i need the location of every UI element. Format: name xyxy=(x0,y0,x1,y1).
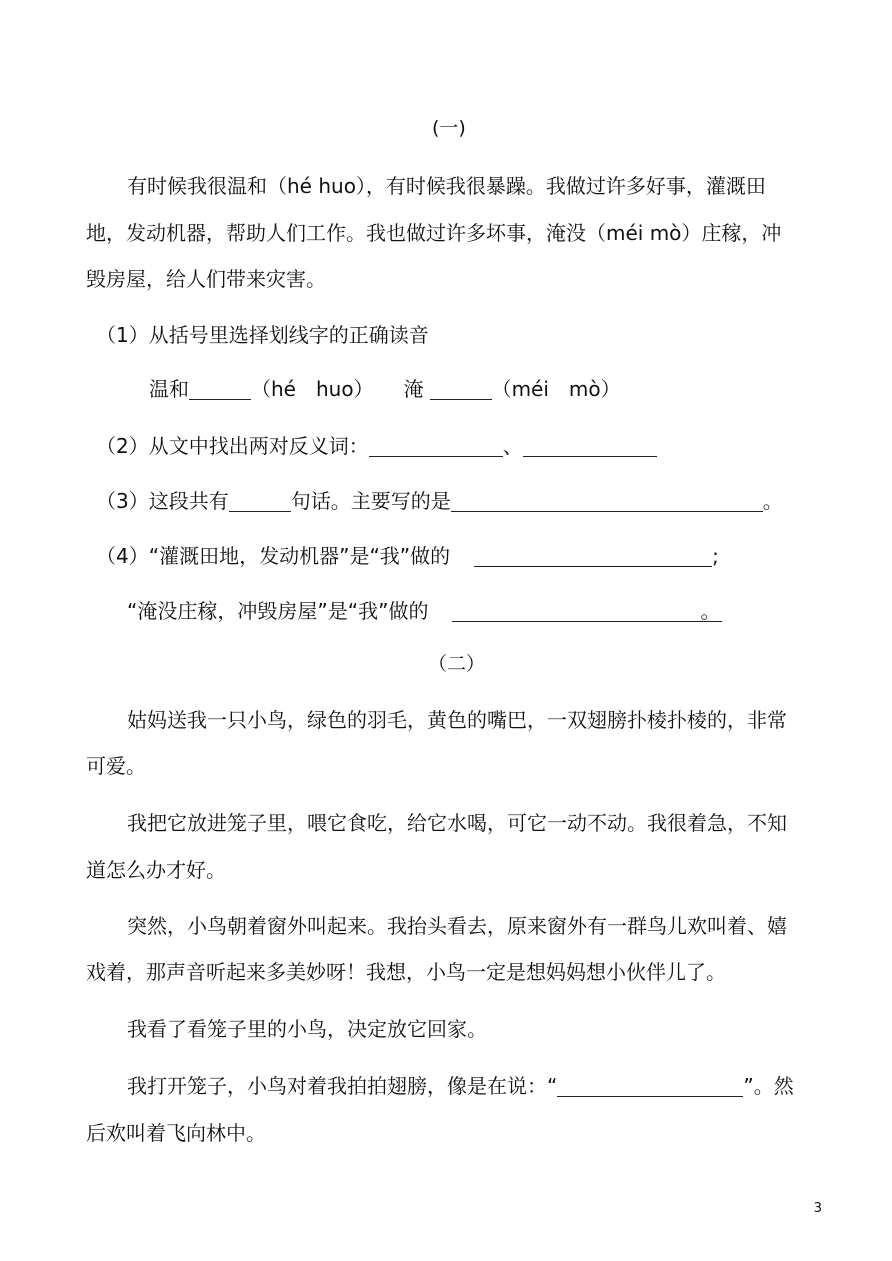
passage-line: 突然，小鸟朝着窗外叫起来。我抬头看去，原来窗外有一群鸟儿欢叫着、嬉 xyxy=(127,914,787,938)
p5-post: ”。然 xyxy=(743,1074,794,1098)
passage-line: 有时候我很温和（hé huo），有时候我很暴躁。我做过许多好事，灌溉田 xyxy=(127,174,766,198)
q1-options-a: （hé huo） xyxy=(251,377,374,401)
q1-options-b: （méi mò） xyxy=(491,377,621,401)
answer-blank[interactable] xyxy=(189,379,251,400)
answer-blank[interactable] xyxy=(452,601,722,622)
passage-line: 可爱。 xyxy=(86,754,146,778)
passage-line: 后欢叫着飞向林中。 xyxy=(86,1121,266,1145)
section-heading-2: （二） xyxy=(428,653,486,675)
answer-blank[interactable] xyxy=(451,491,763,512)
q4-label-2: “淹没庄稼，冲毁房屋”是“我”做的 xyxy=(127,599,429,623)
passage-line-with-blank xyxy=(127,1073,794,1099)
passage-line: 道怎么办才好。 xyxy=(86,858,226,882)
passage-line: 姑妈送我一只小鸟，绿色的羽毛，黄色的嘴巴，一双翅膀扑棱扑棱的，非常 xyxy=(127,708,787,732)
passage-line: 我把它放进笼子里，喂它食吃，给它水喝，可它一动不动。我很着急，不知 xyxy=(127,811,787,835)
question-1: （1）从括号里选择划线字的正确读音 xyxy=(96,323,429,347)
answer-blank[interactable] xyxy=(430,379,492,400)
question-4 xyxy=(96,543,719,569)
q3-mid: 句话。主要写的是 xyxy=(290,489,451,513)
question-3 xyxy=(96,488,783,514)
passage-line: 毁房屋，给人们带来灾害。 xyxy=(86,267,326,291)
answer-blank[interactable] xyxy=(369,436,503,457)
question-1-items xyxy=(149,376,621,402)
q2-label: （2）从文中找出两对反义词： xyxy=(96,434,369,458)
question-2 xyxy=(96,433,657,459)
page-number: 3 xyxy=(813,1201,822,1216)
q1-word-a: 温和 xyxy=(149,377,189,401)
answer-blank[interactable] xyxy=(523,436,657,457)
q4-label: （4）“灌溉田地，发动机器”是“我”做的 xyxy=(96,544,451,568)
q3-end: 。 xyxy=(762,489,783,513)
p5-pre: 我打开笼子，小鸟对着我拍拍翅膀，像是在说：“ xyxy=(127,1074,558,1098)
q4-end-1: ; xyxy=(712,544,719,568)
q4-end-2: 。 xyxy=(700,599,721,623)
q3-label: （3）这段共有 xyxy=(96,489,229,513)
passage-line: 我看了看笼子里的小鸟，决定放它回家。 xyxy=(127,1017,487,1041)
answer-blank[interactable] xyxy=(557,1076,743,1097)
answer-blank[interactable] xyxy=(229,491,291,512)
question-4-line-2 xyxy=(127,598,720,624)
passage-line: 地，发动机器，帮助人们工作。我也做过许多坏事，淹没（méi mò）庄稼，冲 xyxy=(86,221,782,245)
answer-blank[interactable] xyxy=(474,546,712,567)
passage-line: 戏着，那声音听起来多美妙呀！我想，小鸟一定是想妈妈想小伙伴儿了。 xyxy=(86,960,726,984)
q2-separator: 、 xyxy=(502,434,523,458)
section-heading-1: (一) xyxy=(432,117,466,139)
q1-word-b: 淹 xyxy=(403,377,424,401)
